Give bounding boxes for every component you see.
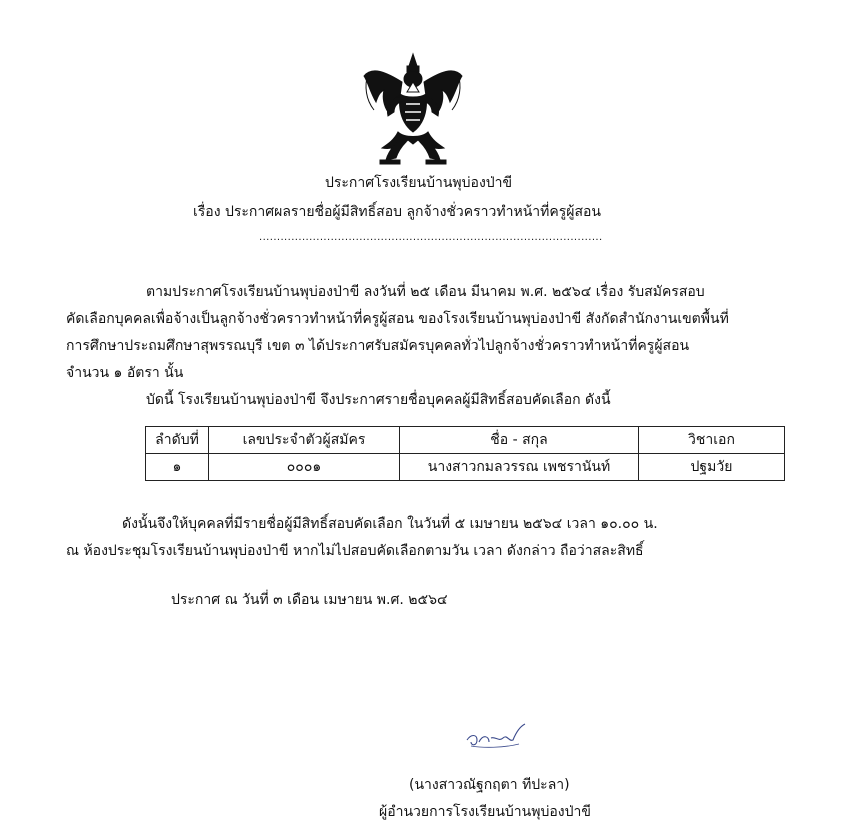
table-row (146, 454, 785, 481)
signer-name: (นางสาวณัฐกฤตา ทีปะลา) (409, 777, 570, 793)
subject-line: เรื่อง ประกาศผลรายชื่อผู้มีสิทธิ์สอบ ลูกจ้างชั่วคราวทำหน้าที่ครูผู้สอน (193, 204, 601, 220)
signer-position: ผู้อำนวยการโรงเรียนบ้านพุบ่องป่าขี (379, 804, 591, 820)
column-header: วิชาเอก (639, 427, 785, 454)
paragraph-1-line-1: ตามประกาศโรงเรียนบ้านพุบ่องป่าขี ลงวันที่ ๒๕ เดือน มีนาคม พ.ศ. ๒๕๖๔ เรื่อง รับสมัครสอบ (146, 284, 705, 300)
table-cell: ปฐมวัย (639, 454, 785, 481)
table-cell: ๐๐๐๑ (209, 454, 400, 481)
table-cell: นางสาวกมลวรรณ เพชรานันท์ (400, 454, 639, 481)
table-header-row (146, 427, 785, 454)
garuda-emblem-icon (358, 52, 468, 166)
paragraph-2: บัดนี้ โรงเรียนบ้านพุบ่องป่าขี จึงประกาศรายชื่อบุคคลผู้มีสิทธิ์สอบคัดเลือก ดังนี้ (146, 392, 611, 408)
column-header: ชื่อ - สกุล (400, 427, 639, 454)
column-header: ลำดับที่ (146, 427, 209, 454)
announce-date: ประกาศ ณ วันที่ ๓ เดือน เมษายน พ.ศ. ๒๕๖๔ (171, 592, 448, 608)
signature-image (463, 720, 533, 754)
header-divider: ................................................................................................ (259, 232, 603, 243)
paragraph-1-line-2: คัดเลือกบุคคลเพื่อจ้างเป็นลูกจ้างชั่วคราวทำหน้าที่ครูผู้สอน ของโรงเรียนบ้านพุบ่องป่าขี สังกัดสำนักงานเขตพื้นที่ (66, 311, 729, 327)
page-title: ประกาศโรงเรียนบ้านพุบ่องป่าขี (325, 175, 513, 191)
candidate-table (145, 426, 785, 481)
column-header: เลขประจำตัวผู้สมัคร (209, 427, 400, 454)
paragraph-3-line-2: ณ ห้องประชุมโรงเรียนบ้านพุบ่องป่าขี หากไม่ไปสอบคัดเลือกตามวัน เวลา ดังกล่าว ถือว่าสละสิทธิ์ (66, 543, 644, 559)
table-cell: ๑ (146, 454, 209, 481)
paragraph-3-line-1: ดังนั้นจึงให้บุคคลที่มีรายชื่อผู้มีสิทธิ์สอบคัดเลือก ในวันที่ ๕ เมษายน ๒๕๖๔ เวลา ๑๐.๐๐ น. (122, 516, 658, 532)
paragraph-1-line-3: การศึกษาประถมศึกษาสุพรรณบุรี เขต ๓ ได้ประกาศรับสมัครบุคคลทั่วไปลูกจ้างชั่วคราวทำหน้าที่ครูผู้สอน (66, 338, 690, 354)
paragraph-1-line-4: จำนวน ๑ อัตรา นั้น (66, 365, 184, 381)
